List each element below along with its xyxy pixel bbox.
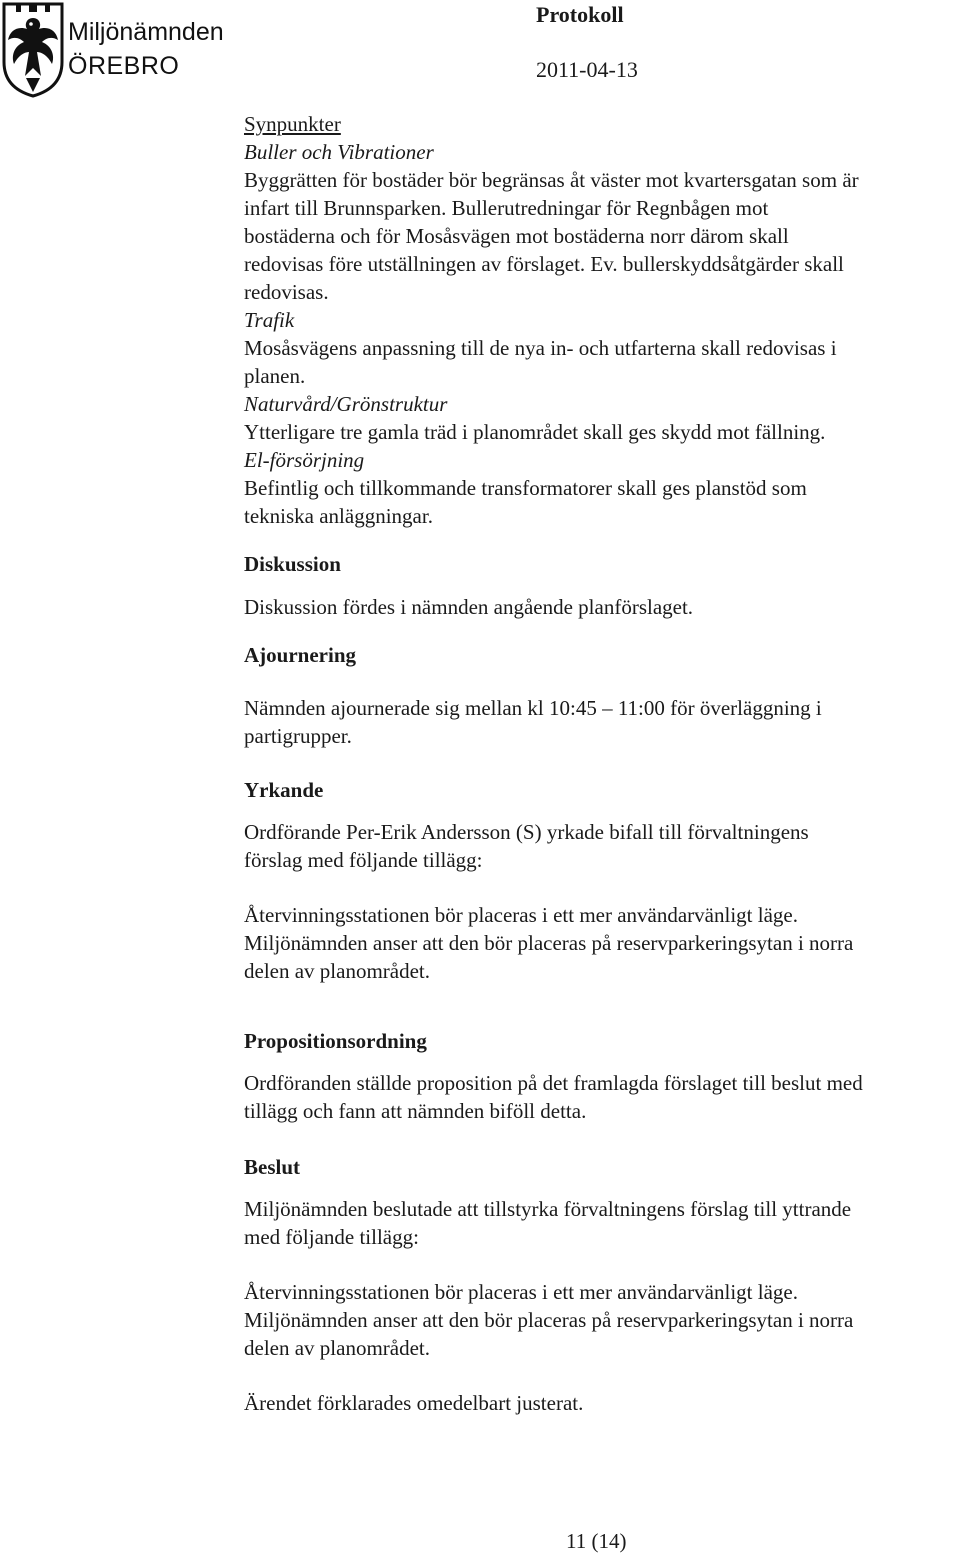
- org-city: ÖREBRO: [68, 52, 180, 80]
- text-line: redovisas före utställningen av förslaget. Ev. bullerskyddsåtgärder skall: [244, 252, 844, 276]
- text-line: tillägg och fann att nämnden biföll detta.: [244, 1099, 587, 1123]
- section-heading-synpunkter: Synpunkter: [244, 112, 341, 136]
- text-line: Mosåsvägens anpassning till de nya in- och utfarterna skall redovisas i: [244, 336, 837, 360]
- document-date: 2011-04-13: [536, 57, 638, 82]
- yrkande-section: [244, 776, 960, 985]
- section-heading-diskussion: Diskussion: [244, 552, 341, 576]
- text-line: redovisas.: [244, 280, 329, 304]
- section-heading-propositionsordning: Propositionsordning: [244, 1029, 427, 1053]
- section-heading-ajournering: Ajournering: [244, 643, 356, 667]
- text-line: delen av planområdet.: [244, 1336, 431, 1360]
- coat-of-arms-icon: [2, 2, 64, 98]
- text-line: planen.: [244, 364, 306, 388]
- page-number: 11 (14): [566, 1529, 627, 1553]
- text-line: Ytterligare tre gamla träd i planområdet skall ges skydd mot fällning.: [244, 420, 826, 444]
- text-line: Miljönämnden anser att den bör placeras på reservparkeringsytan i norra: [244, 931, 854, 955]
- text-line: Befintlig och tillkommande transformatorer skall ges planstöd som: [244, 476, 807, 500]
- document-type: Protokoll: [536, 2, 624, 27]
- subheading-naturvard: Naturvård/Grönstruktur: [244, 392, 448, 416]
- org-logo: [2, 2, 242, 102]
- text-line: förslag med följande tillägg:: [244, 848, 483, 872]
- text-line: bostäderna och för Mosåsvägen mot bostäderna norr därom skall: [244, 224, 789, 248]
- subheading-trafik: Trafik: [244, 308, 295, 332]
- text-line: Nämnden ajournerade sig mellan kl 10:45 – 11:00 för överläggning i: [244, 696, 822, 720]
- subheading-el-forsorjning: El-försörjning: [244, 448, 365, 472]
- text-line: Ordförande Per-Erik Andersson (S) yrkade bifall till förvaltningens: [244, 820, 809, 844]
- ajournering-section: [244, 641, 960, 750]
- text-line: Miljönämnden anser att den bör placeras på reservparkeringsytan i norra: [244, 1308, 854, 1332]
- text-line: partigrupper.: [244, 724, 352, 748]
- document-body: [244, 110, 960, 1417]
- text-line: Diskussion fördes i nämnden angående planförslaget.: [244, 595, 694, 619]
- section-heading-beslut: Beslut: [244, 1155, 301, 1179]
- text-line: med följande tillägg:: [244, 1225, 419, 1249]
- section-heading-yrkande: Yrkande: [244, 778, 324, 802]
- subheading-buller: Buller och Vibrationer: [244, 140, 434, 164]
- diskussion-section: [244, 550, 960, 621]
- org-name: Miljönämnden: [68, 18, 224, 46]
- beslut-section: [244, 1153, 960, 1417]
- text-line: Återvinningsstationen bör placeras i ett mer användarvänligt läge.: [244, 903, 798, 927]
- text-line: Återvinningsstationen bör placeras i ett mer användarvänligt läge.: [244, 1280, 798, 1304]
- text-line: Miljönämnden beslutade att tillstyrka förvaltningens förslag till yttrande: [244, 1197, 852, 1221]
- propositionsordning-section: [244, 1027, 960, 1125]
- text-line: Byggrätten för bostäder bör begränsas åt väster mot kvartersgatan som är: [244, 168, 859, 192]
- text-line: delen av planområdet.: [244, 959, 431, 983]
- text-line: infart till Brunnsparken. Bullerutredningar för Regnbågen mot: [244, 196, 769, 220]
- text-line: Ärendet förklarades omedelbart justerat.: [244, 1391, 584, 1415]
- text-line: Ordföranden ställde proposition på det framlagda förslaget till beslut med: [244, 1071, 863, 1095]
- synpunkter-section: [244, 110, 960, 530]
- text-line: tekniska anläggningar.: [244, 504, 433, 528]
